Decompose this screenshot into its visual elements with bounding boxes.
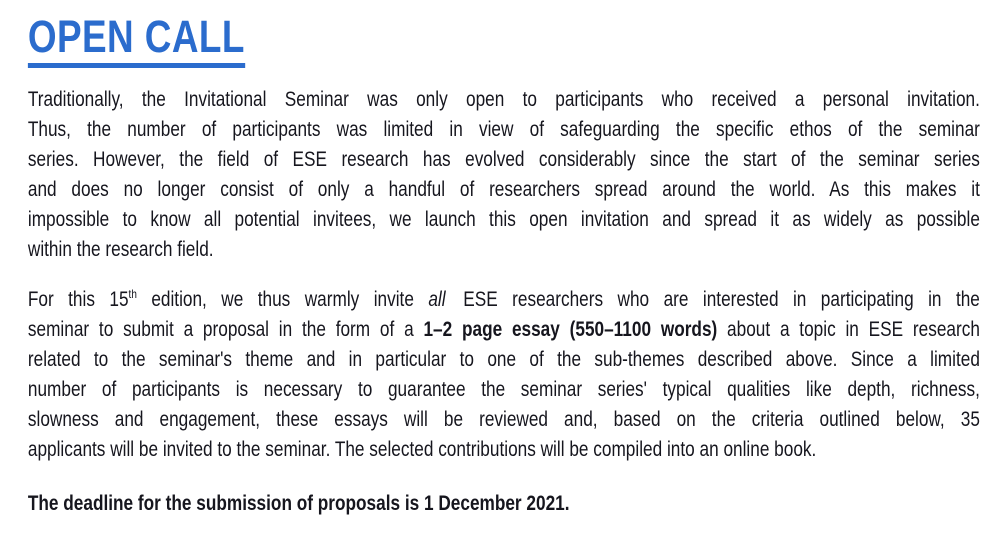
text-line bbox=[28, 315, 980, 345]
text-run: ESE researchers who are interested in participating in the bbox=[448, 288, 980, 311]
document-body bbox=[28, 85, 980, 519]
text-run: For this 15 bbox=[27, 288, 129, 311]
text-line bbox=[28, 405, 980, 435]
text-line bbox=[28, 489, 980, 519]
text-run: series. However, the field of ESE research has evolved considerably since the start of the seminar series bbox=[27, 148, 980, 171]
text-line bbox=[28, 175, 980, 205]
text-run: all bbox=[428, 288, 446, 311]
text-line bbox=[28, 285, 980, 315]
text-run: impossible to know all potential invitees, we launch this open invitation and spread it as widely as possible bbox=[27, 208, 980, 231]
text-run: seminar to submit a proposal in the form of a bbox=[27, 318, 424, 341]
text-run: and does no longer consist of only a handful of researchers spread around the world. As this makes it bbox=[27, 178, 980, 201]
text-run: related to the seminar's theme and in particular to one of the sub-themes described above. Since a limited bbox=[27, 348, 980, 371]
call-details-paragraph bbox=[28, 285, 980, 465]
text-run: th bbox=[128, 287, 137, 301]
text-run: Traditionally, the Invitational Seminar was only open to participants who received a personal invitation. bbox=[27, 88, 980, 111]
text-run: within the research field. bbox=[27, 238, 214, 261]
text-run: applicants will be invited to the seminar. The selected contributions will be compiled into an online book. bbox=[27, 438, 817, 461]
text-run: number of participants is necessary to guarantee the seminar series' typical qualities like depth, richness, bbox=[27, 378, 980, 401]
text-line bbox=[28, 375, 980, 405]
text-run: slowness and engagement, these essays will be reviewed and, based on the criteria outlined below, 35 bbox=[27, 408, 980, 431]
text-line bbox=[28, 85, 980, 115]
text-run: 1–2 page essay (550–1100 words) bbox=[423, 318, 718, 341]
page-title: OPEN CALL bbox=[28, 14, 245, 68]
text-line bbox=[28, 435, 980, 465]
deadline-paragraph bbox=[28, 489, 980, 519]
text-line bbox=[28, 205, 980, 235]
text-run: The deadline for the submission of proposals is 1 December 2021. bbox=[27, 492, 570, 515]
intro-paragraph bbox=[28, 85, 980, 265]
text-line bbox=[28, 115, 980, 145]
text-line bbox=[28, 145, 980, 175]
text-line bbox=[28, 345, 980, 375]
text-run: about a topic in ESE research bbox=[717, 318, 980, 341]
text-line bbox=[28, 235, 980, 265]
text-run: Thus, the number of participants was limited in view of safeguarding the specific ethos of the seminar bbox=[27, 118, 980, 141]
text-run: edition, we thus warmly invite bbox=[136, 288, 429, 311]
